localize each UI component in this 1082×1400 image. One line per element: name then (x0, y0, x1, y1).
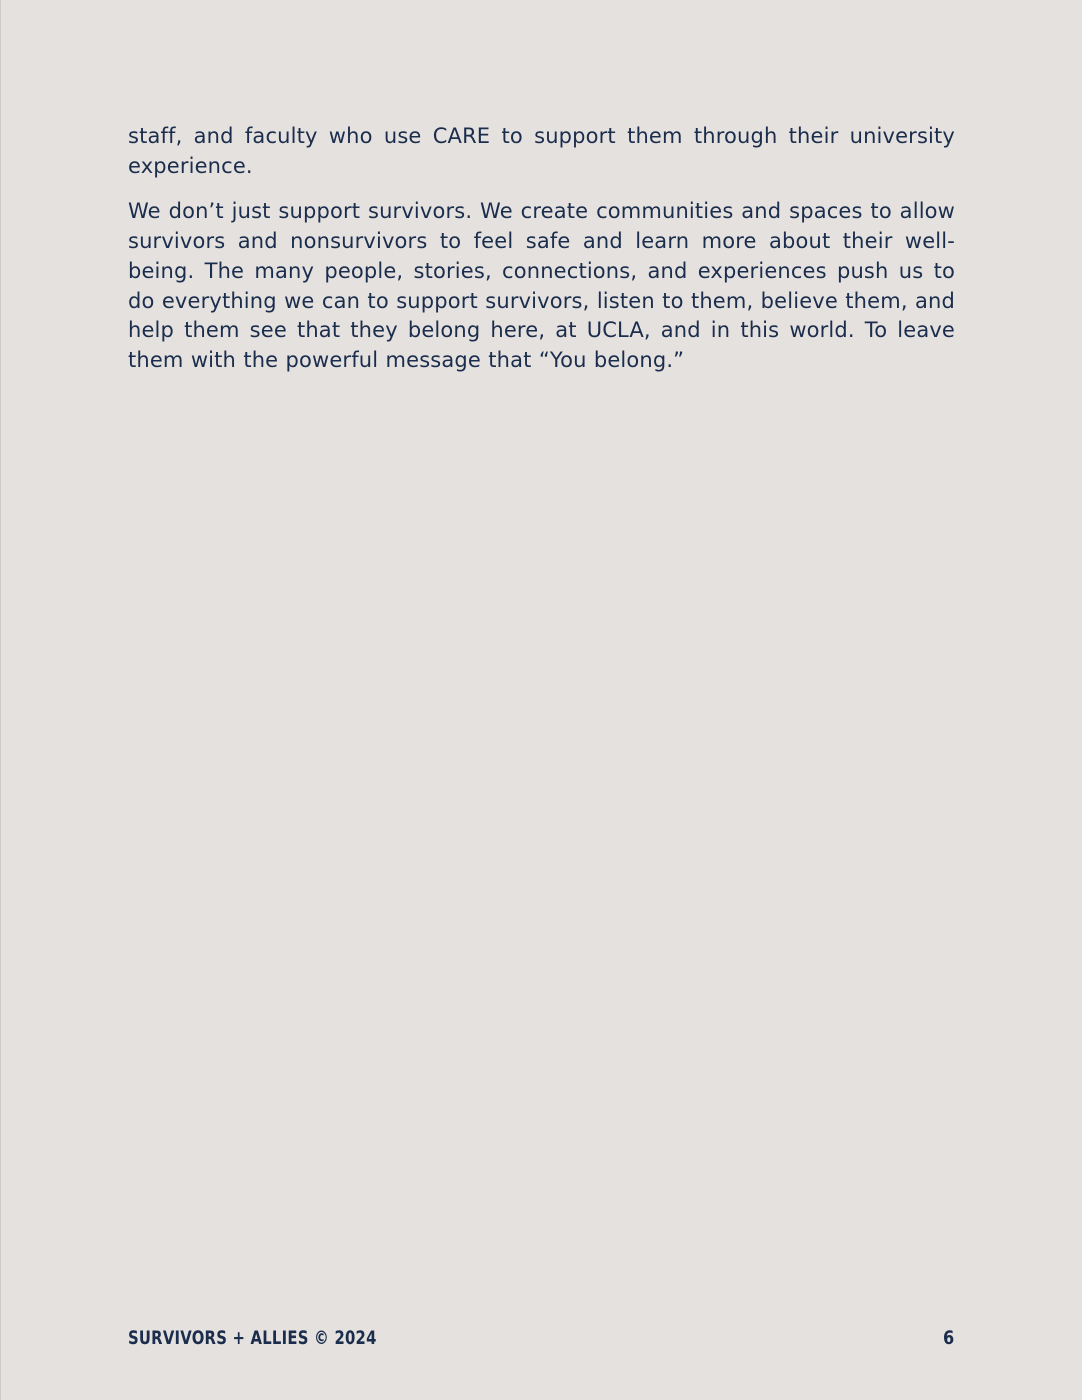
body-text (128, 122, 955, 376)
page-number: 6 (943, 1327, 955, 1349)
paragraph-mission: We don’t just support survivors. We create communities and spaces to allow survivors and nonsurvivors to feel safe and learn more about their well-being. The many people, stories, connections, and experiences push us to do everything we can to support survivors, listen to them, believe them, and help them see that they belong here, at UCLA, and in this world. To leave them with the powerful message that “You belong.” (128, 199, 955, 372)
page-footer (128, 1322, 955, 1354)
paragraph-continuation: staff, and faculty who use CARE to support them through their university experience. (128, 124, 955, 178)
footer-copyright: SURVIVORS + ALLIES © 2024 (128, 1327, 377, 1349)
page-edge (0, 0, 1, 1400)
